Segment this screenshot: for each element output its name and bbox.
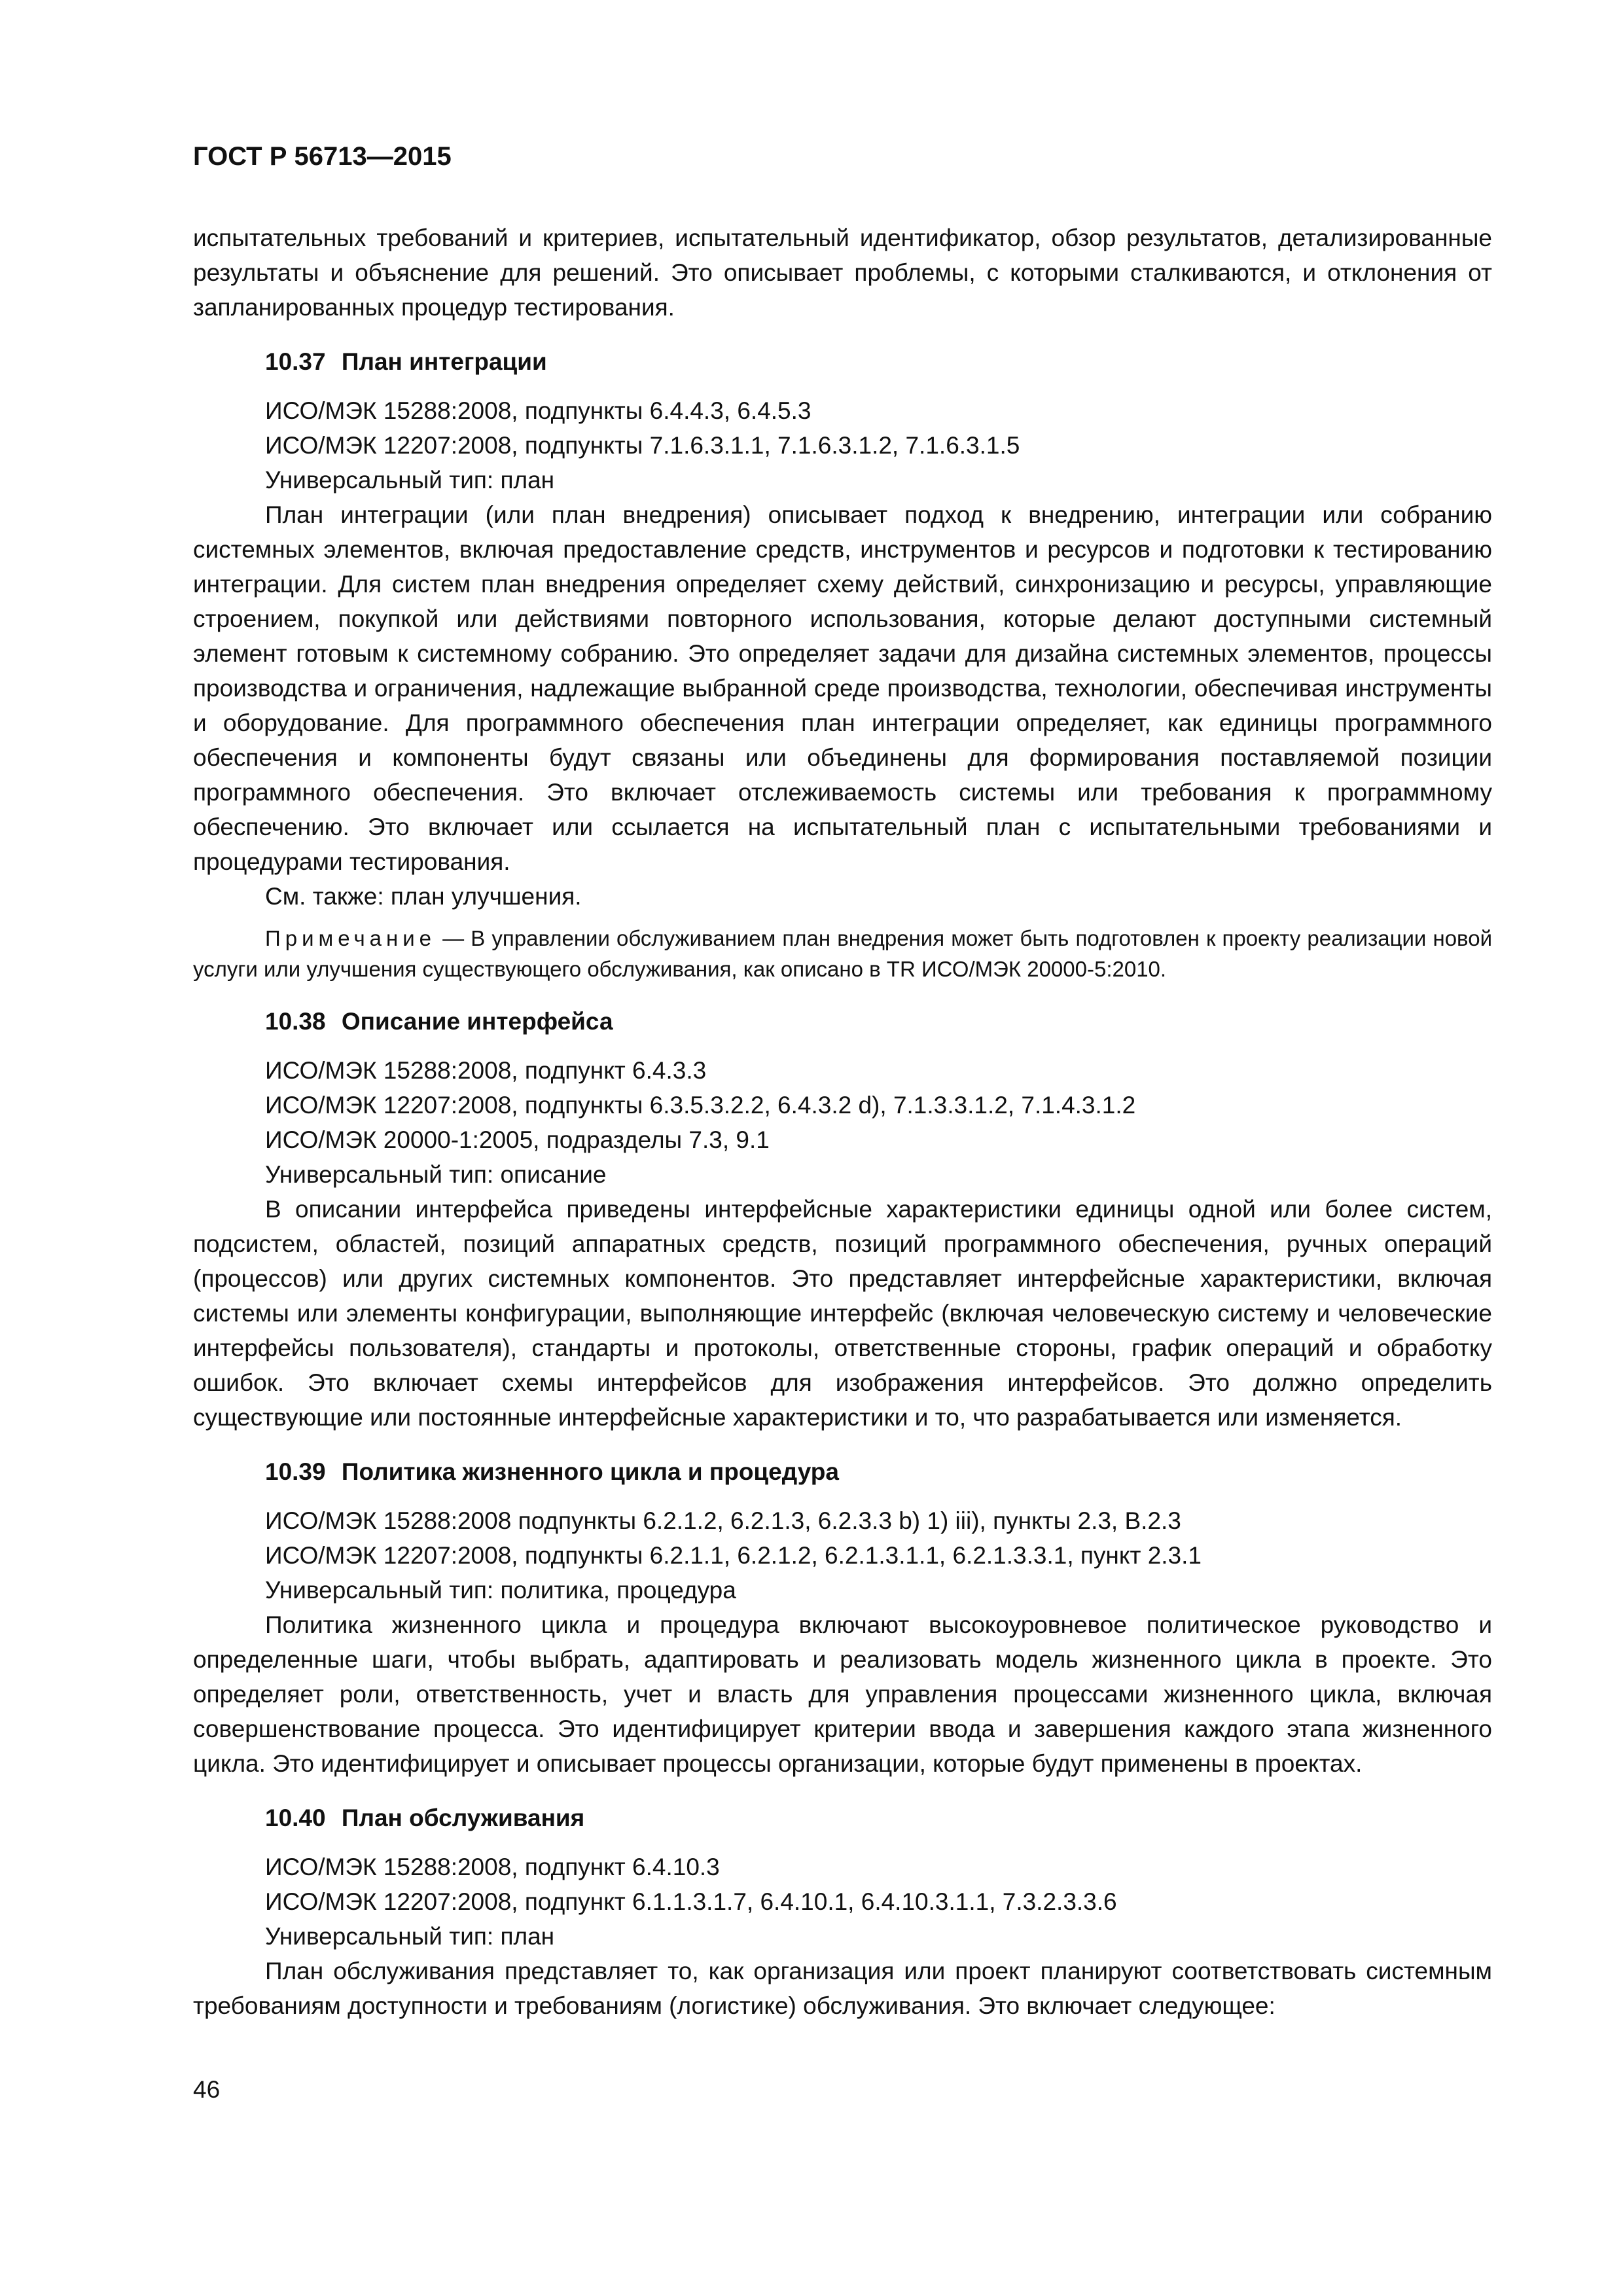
section-title: Описание интерфейса: [341, 1008, 613, 1035]
section-body: План обслуживания представляет то, как организация или проект планируют соответствовать системным требованиям доступности и требованиям (логистике) обслуживания. Это включает следующее:: [193, 1958, 1492, 2019]
section-heading: [193, 1454, 1492, 1489]
section-number: 10.39: [265, 1458, 326, 1485]
reference-line: ИСО/МЭК 15288:2008 подпункты 6.2.1.2, 6.2.1.3, 6.2.3.3 b) 1) iii), пункты 2.3, В.2.3: [265, 1507, 1181, 1534]
intro-paragraph: испытательных требований и критериев, испытательный идентификатор, обзор результатов, детализированные результаты и объяснение для решений. Это описывает проблемы, с которыми сталкиваются, и отклонения от запланированных процедур тестирования.: [193, 224, 1492, 321]
section-title: План интеграции: [341, 348, 547, 375]
reference-line: ИСО/МЭК 12207:2008, подпункты 6.3.5.3.2.2, 6.4.3.2 d), 7.1.3.3.1.2, 7.1.4.3.1.2: [265, 1092, 1136, 1119]
section-heading: [193, 1004, 1492, 1039]
reference-line: Универсальный тип: план: [265, 467, 555, 493]
document-header: ГОСТ Р 56713—2015: [193, 142, 452, 171]
reference-line: ИСО/МЭК 15288:2008, подпункт 6.4.10.3: [265, 1854, 720, 1880]
reference-line: ИСО/МЭК 15288:2008, подпункт 6.4.3.3: [265, 1057, 707, 1084]
reference-line: ИСО/МЭК 12207:2008, подпункты 6.2.1.1, 6.2.1.2, 6.2.1.3.1.1, 6.2.1.3.3.1, пункт 2.3.1: [265, 1542, 1202, 1569]
section-number: 10.40: [265, 1804, 326, 1831]
section-10-39: [193, 1454, 1492, 1781]
section-title: Политика жизненного цикла и процедура: [341, 1458, 839, 1485]
reference-line: Универсальный тип: описание: [265, 1161, 607, 1188]
section-body: В описании интерфейса приведены интерфейсные характеристики единицы одной или более систем, подсистем, областей, позиций аппаратных средств, позиций программного обеспечения, ручных операций (процессов) или других системных компонентов. Это представляет интерфейсные характеристики, включая системы или элементы конфигурации, выполняющие интерфейс (включая человеческую систему и человеческие интерфейсы пользователя), стандарты и протоколы, ответственные стороны, график операций и обработку ошибок. Это включает схемы интерфейсов для изображения интерфейсов. Это должно определить существующие или постоянные интерфейсные характеристики и то, что разрабатывается или изменяется.: [193, 1196, 1492, 1431]
section-title: План обслуживания: [341, 1804, 585, 1831]
section-body: План интеграции (или план внедрения) описывает подход к внедрению, интеграции или собранию системных элементов, включая предоставление средств, инструментов и ресурсов и подготовки к тестированию интеграции. Для систем план внедрения определяет схему действий, синхронизацию и ресурсы, управляющие строением, покупкой или действиями повторного использования, которые делают доступными системный элемент готовым к системному собранию. Это определяет задачи для дизайна системных элементов, процессы производства и ограничения, надлежащие выбранной среде производства, технологии, обеспечивая инструменты и оборудование. Для программного обеспечения план интеграции определяет, как единицы программного обеспечения и компоненты будут связаны или объединены для формирования поставляемой позиции программного обеспечения. Это включает отслеживаемость системы или требования к программному обеспечению. Это включает или ссылается на испытательный план с испытательными требованиями и процедурами тестирования.: [193, 501, 1492, 875]
note-label: Примечание: [265, 926, 437, 950]
section-note: [193, 923, 1492, 984]
section-10-37: [193, 344, 1492, 984]
reference-line: ИСО/МЭК 12207:2008, подпункт 6.1.1.3.1.7, 6.4.10.1, 6.4.10.3.1.1, 7.3.2.3.3.6: [265, 1888, 1117, 1915]
page-number: 46: [193, 2076, 221, 2103]
section-body: Политика жизненного цикла и процедура включают высокоуровневое политическое руководство и определенные шаги, чтобы выбрать, адаптировать и реализовать модель жизненного цикла в проекте. Это определяет роли, ответственность, учет и власть для управления процессами жизненного цикла, включая совершенствование процесса. Это идентифицирует критерии ввода и завершения каждого этапа жизненного цикла. Это идентифицирует и описывает процессы организации, которые будут применены в проектах.: [193, 1611, 1492, 1777]
section-number: 10.37: [265, 348, 326, 375]
section-heading: [193, 1801, 1492, 1835]
document-page: [193, 141, 1492, 2023]
section-number: 10.38: [265, 1008, 326, 1035]
reference-line: Универсальный тип: план: [265, 1923, 555, 1950]
section-heading: [193, 344, 1492, 379]
note-text: — В управлении обслуживанием план внедрения может быть подготовлен к проекту реализации новой услуги или улучшения существующего обслуживания, как описано в TR ИСО/МЭК 20000-5:2010.: [193, 926, 1492, 981]
section-10-38: [193, 1004, 1492, 1435]
reference-line: ИСО/МЭК 15288:2008, подпункты 6.4.4.3, 6.4.5.3: [265, 397, 812, 424]
section-10-40: [193, 1801, 1492, 2023]
see-also: См. также: план улучшения.: [265, 883, 582, 910]
reference-line: ИСО/МЭК 20000-1:2005, подразделы 7.3, 9.1: [265, 1126, 770, 1153]
reference-line: ИСО/МЭК 12207:2008, подпункты 7.1.6.3.1.1, 7.1.6.3.1.2, 7.1.6.3.1.5: [265, 432, 1020, 459]
reference-line: Универсальный тип: политика, процедура: [265, 1577, 736, 1604]
